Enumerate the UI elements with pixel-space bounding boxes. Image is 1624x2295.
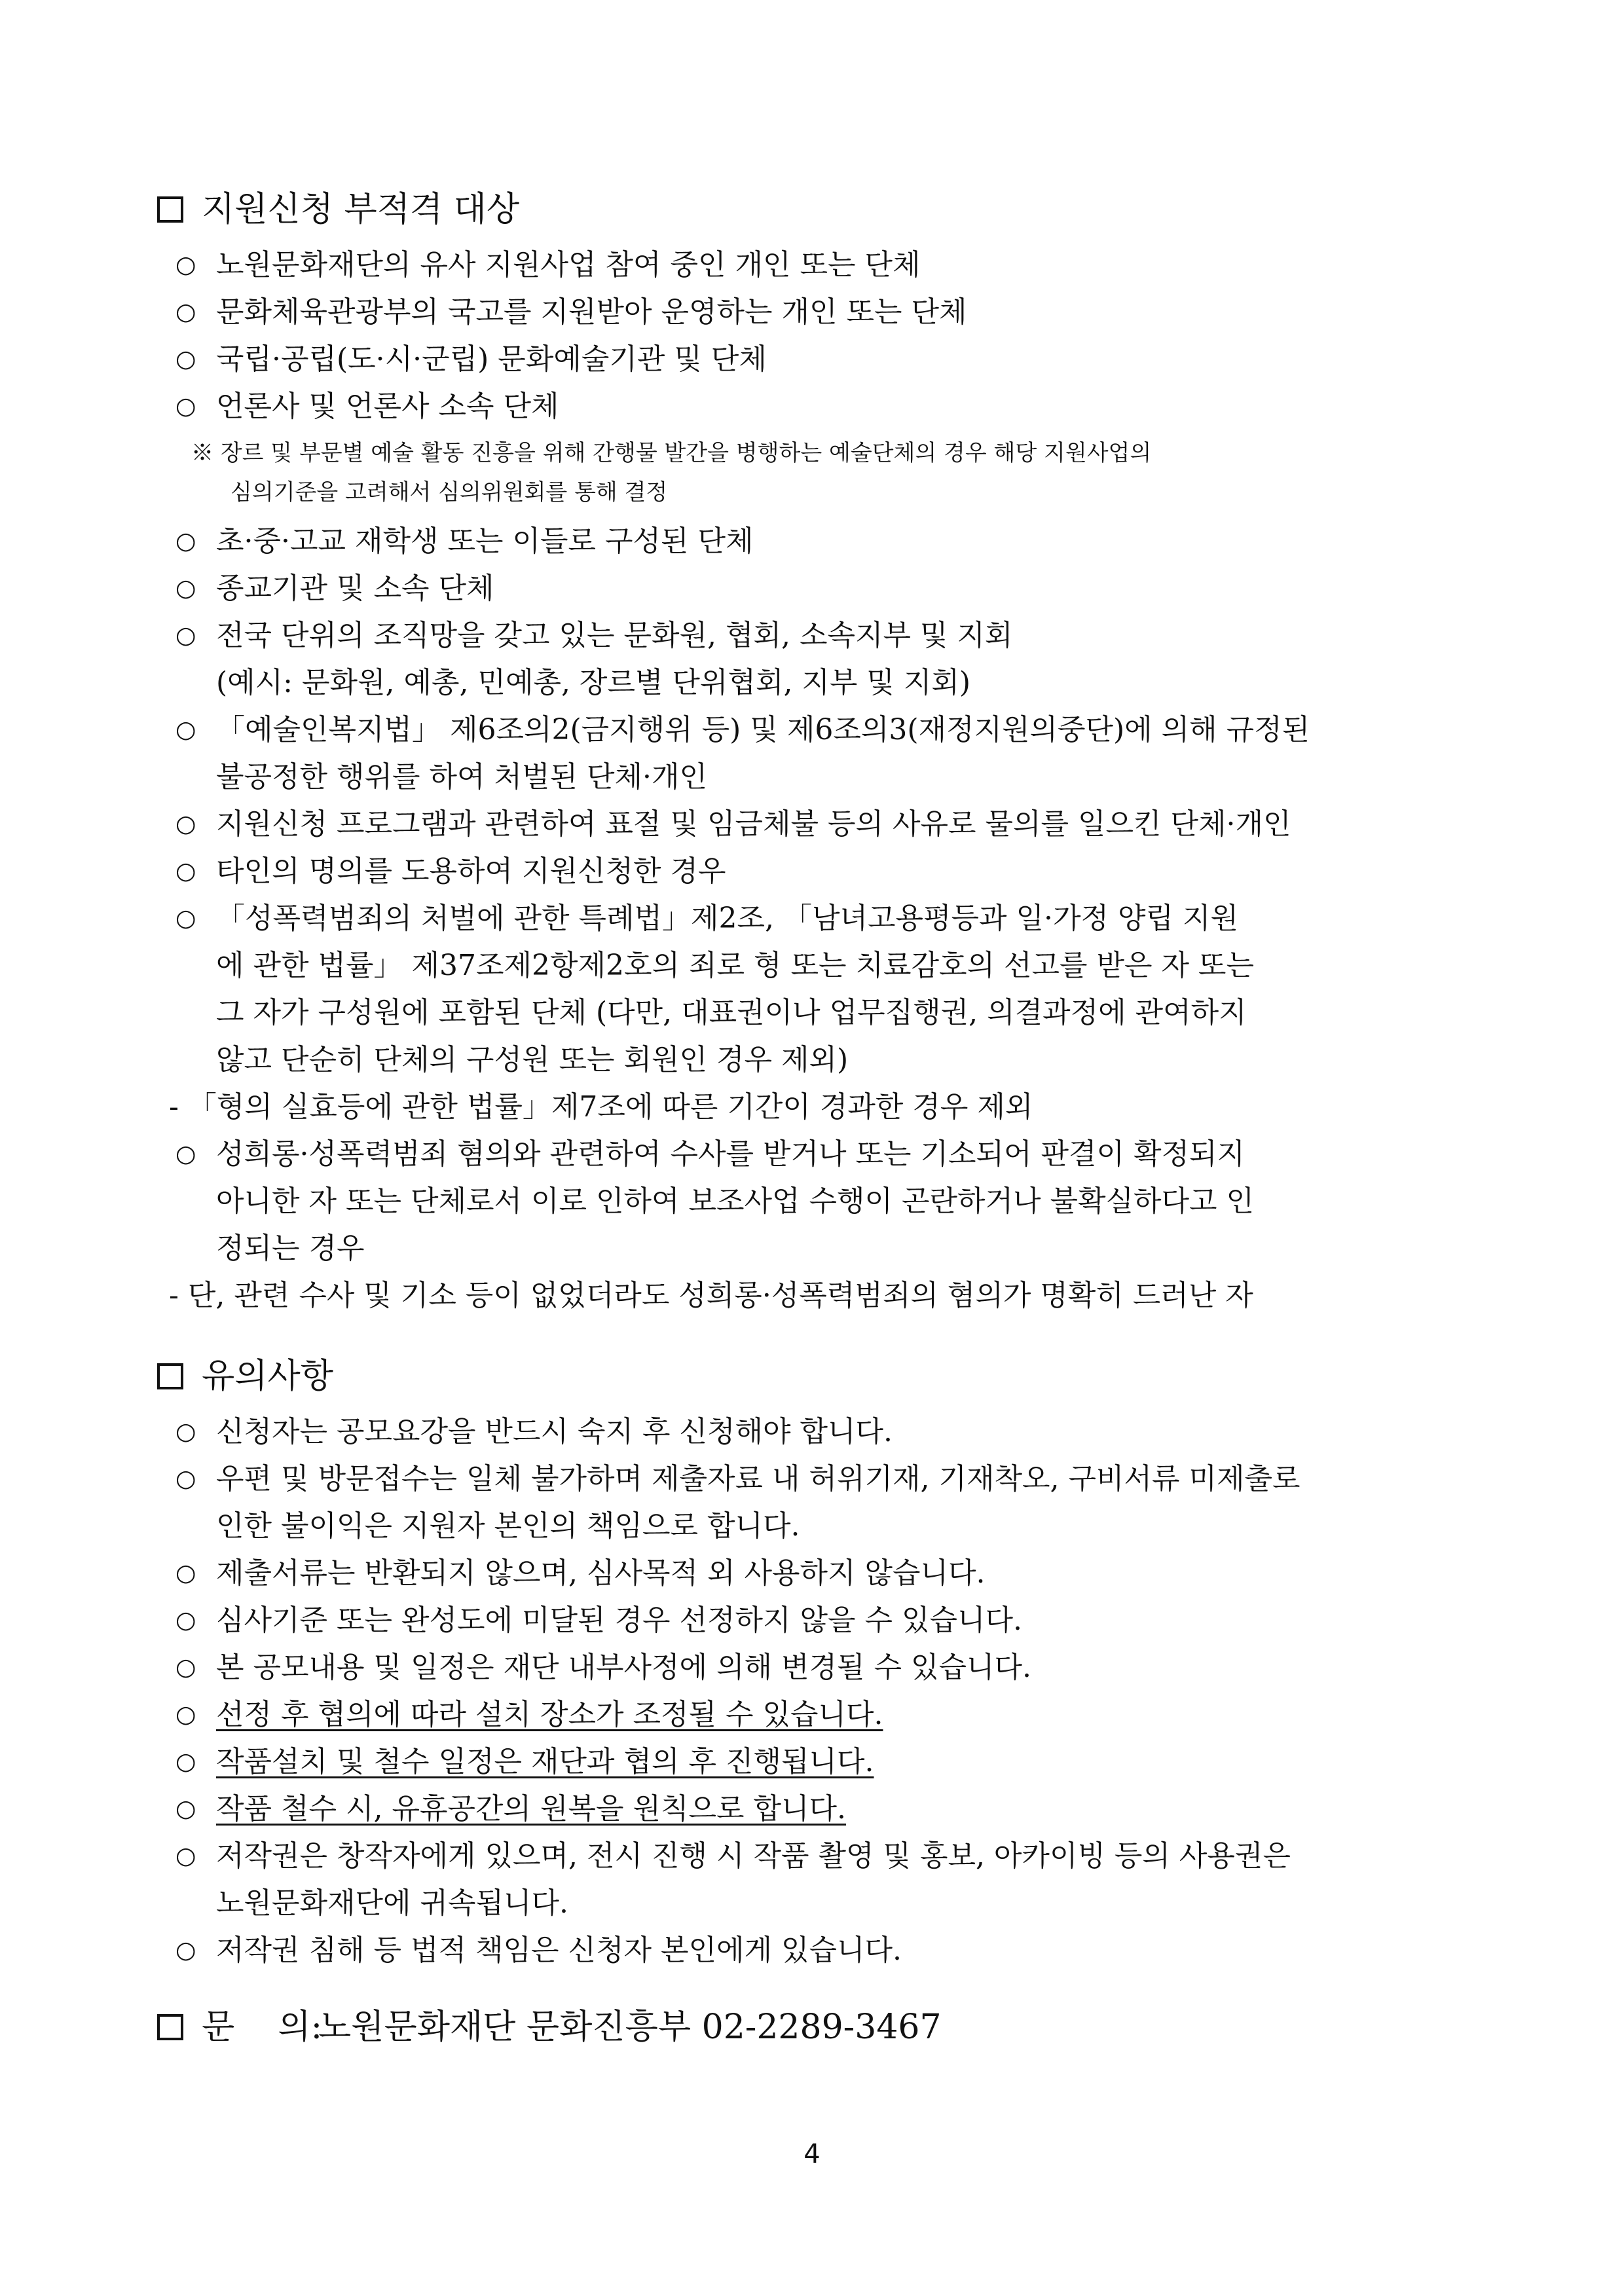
bullet-icon: ○: [175, 622, 196, 649]
list-item-text-continued: 그 자가 구성원에 포함된 단체 (다만, 대표권이나 업무집행권, 의결과정에 관여하지: [216, 996, 1247, 1029]
dash-note: - 단, 관련 수사 및 기소 등이 없었더라도 성희롱·성폭력범죄의 혐의가 명확히 드러난 자: [169, 1279, 1253, 1312]
list-item-text-continued: 에 관한 법률」 제37조제2항제2호의 죄로 형 또는 치료감호의 선고를 받은 자 또는: [216, 949, 1254, 982]
list-item-text: 저작권 침해 등 법적 책임은 신청자 본인에게 있습니다.: [216, 1934, 902, 1967]
bullet-icon: ○: [175, 575, 196, 602]
list-item-text-continued: 정되는 경우: [216, 1232, 365, 1265]
bullet-icon: ○: [175, 299, 196, 325]
bullet-icon: ○: [175, 528, 196, 555]
bullet-icon: ○: [175, 1607, 196, 1634]
list-item-text-underlined: 선정 후 협의에 따라 설치 장소가 조정될 수 있습니다.: [216, 1698, 883, 1731]
bullet-icon: ○: [175, 1418, 196, 1445]
list-item-text-continued: 불공정한 행위를 하여 처벌된 단체·개인: [216, 760, 707, 794]
checkbox-square-icon: [157, 196, 183, 223]
bullet-icon: ○: [175, 1701, 196, 1728]
checkbox-square-icon: [157, 1363, 183, 1389]
contact-value: 노원문화재단 문화진흥부 02-2289-3467: [318, 2008, 942, 2047]
bullet-icon: ○: [175, 1465, 196, 1492]
bullet-icon: ○: [175, 1795, 196, 1822]
contact-label: 문 의:: [202, 2008, 323, 2047]
list-item-text-continued: 인한 불이익은 지원자 본인의 책임으로 합니다.: [216, 1509, 800, 1543]
section-title-contact: [157, 2001, 942, 2053]
list-item-text: 성희롱·성폭력범죄 혐의와 관련하여 수사를 받거나 또는 기소되어 판결이 확정되지: [216, 1137, 1246, 1171]
list-item-text: 심사기준 또는 완성도에 미달된 경우 선정하지 않을 수 있습니다.: [216, 1604, 1022, 1637]
list-item-text: 본 공모내용 및 일정은 재단 내부사정에 의해 변경될 수 있습니다.: [216, 1651, 1031, 1684]
list-item-text: 제출서류는 반환되지 않으며, 심사목적 외 사용하지 않습니다.: [216, 1556, 986, 1590]
bullet-icon: ○: [175, 905, 196, 932]
list-item-text: 문화체육관광부의 국고를 지원받아 운영하는 개인 또는 단체: [216, 295, 967, 329]
list-item-text: 저작권은 창작자에게 있으며, 전시 진행 시 작품 촬영 및 홍보, 아카이빙 등의 사용권은: [216, 1839, 1291, 1873]
list-item-text: 전국 단위의 조직망을 갖고 있는 문화원, 협회, 소속지부 및 지회: [216, 619, 1013, 652]
bullet-icon: ○: [175, 1560, 196, 1587]
list-item-text: 「예술인복지법」 제6조의2(금지행위 등) 및 제6조의3(재정지원의중단)에 의해 규정된: [216, 713, 1310, 746]
list-item-text-continued: 노원문화재단에 귀속됩니다.: [216, 1886, 569, 1920]
bullet-icon: ○: [175, 1654, 196, 1681]
list-item-text: 「성폭력범죄의 처벌에 관한 특례법」제2조, 「남녀고용평등과 일·가정 양립 지원: [216, 902, 1238, 935]
section-title-text: 유의사항: [202, 1357, 333, 1396]
list-item-text-underlined: 작품 철수 시, 유휴공간의 원복을 원칙으로 합니다.: [216, 1792, 846, 1826]
list-item-text: 우편 및 방문접수는 일체 불가하며 제출자료 내 허위기재, 기재착오, 구비서류 미제출로: [216, 1462, 1301, 1496]
checkbox-square-icon: [157, 2014, 183, 2040]
list-item-text: 노원문화재단의 유사 지원사업 참여 중인 개인 또는 단체: [216, 248, 921, 282]
bullet-icon: ○: [175, 858, 196, 885]
dash-note: - 「형의 실효등에 관한 법률」제7조에 따른 기간이 경과한 경우 제외: [169, 1090, 1033, 1124]
note-line: [191, 435, 1151, 471]
bullet-icon: ○: [175, 1937, 196, 1964]
section-title-text: 지원신청 부적격 대상: [202, 190, 520, 229]
note-text: 장르 및 부문별 예술 활동 진흥을 위해 간행물 발간을 병행하는 예술단체의 경우 해당 지원사업의: [220, 440, 1152, 466]
section-title-ineligible: [157, 183, 519, 236]
bullet-icon: ○: [175, 1843, 196, 1869]
list-item-text: 언론사 및 언론사 소속 단체: [216, 390, 559, 423]
list-item-text-continued: 않고 단순히 단체의 구성원 또는 회원인 경우 제외): [216, 1043, 849, 1076]
list-item-text-continued: 아니한 자 또는 단체로서 이로 인하여 보조사업 수행이 곤란하거나 불확실하다고 인: [216, 1184, 1254, 1218]
list-item-text: 초·중·고교 재학생 또는 이들로 구성된 단체: [216, 524, 754, 558]
bullet-icon: ○: [175, 716, 196, 743]
list-item-text-continued: (예시: 문화원, 예총, 민예총, 장르별 단위협회, 지부 및 지회): [216, 666, 971, 699]
list-item-text: 타인의 명의를 도용하여 지원신청한 경우: [216, 854, 726, 888]
list-item-text: 지원신청 프로그램과 관련하여 표절 및 임금체불 등의 사유로 물의를 일으킨 단체·개인: [216, 807, 1291, 841]
bullet-icon: ○: [175, 811, 196, 837]
bullet-icon: ○: [175, 251, 196, 278]
section-title-notes: [157, 1350, 333, 1403]
bullet-icon: ○: [175, 1748, 196, 1775]
note-text-continued: 심의기준을 고려해서 심의위원회를 통해 결정: [231, 479, 668, 505]
list-item-text: 종교기관 및 소속 단체: [216, 572, 494, 605]
bullet-icon: ○: [175, 346, 196, 373]
bullet-icon: ○: [175, 1141, 196, 1167]
reference-mark-icon: ※: [191, 440, 213, 466]
list-item-text: 국립·공립(도·시·군립) 문화예술기관 및 단체: [216, 342, 767, 376]
page-number: 4: [803, 2139, 821, 2169]
list-item-text: 신청자는 공모요강을 반드시 숙지 후 신청해야 합니다.: [216, 1415, 893, 1448]
bullet-icon: ○: [175, 393, 196, 420]
list-item-text-underlined: 작품설치 및 철수 일정은 재단과 협의 후 진행됩니다.: [216, 1745, 874, 1778]
